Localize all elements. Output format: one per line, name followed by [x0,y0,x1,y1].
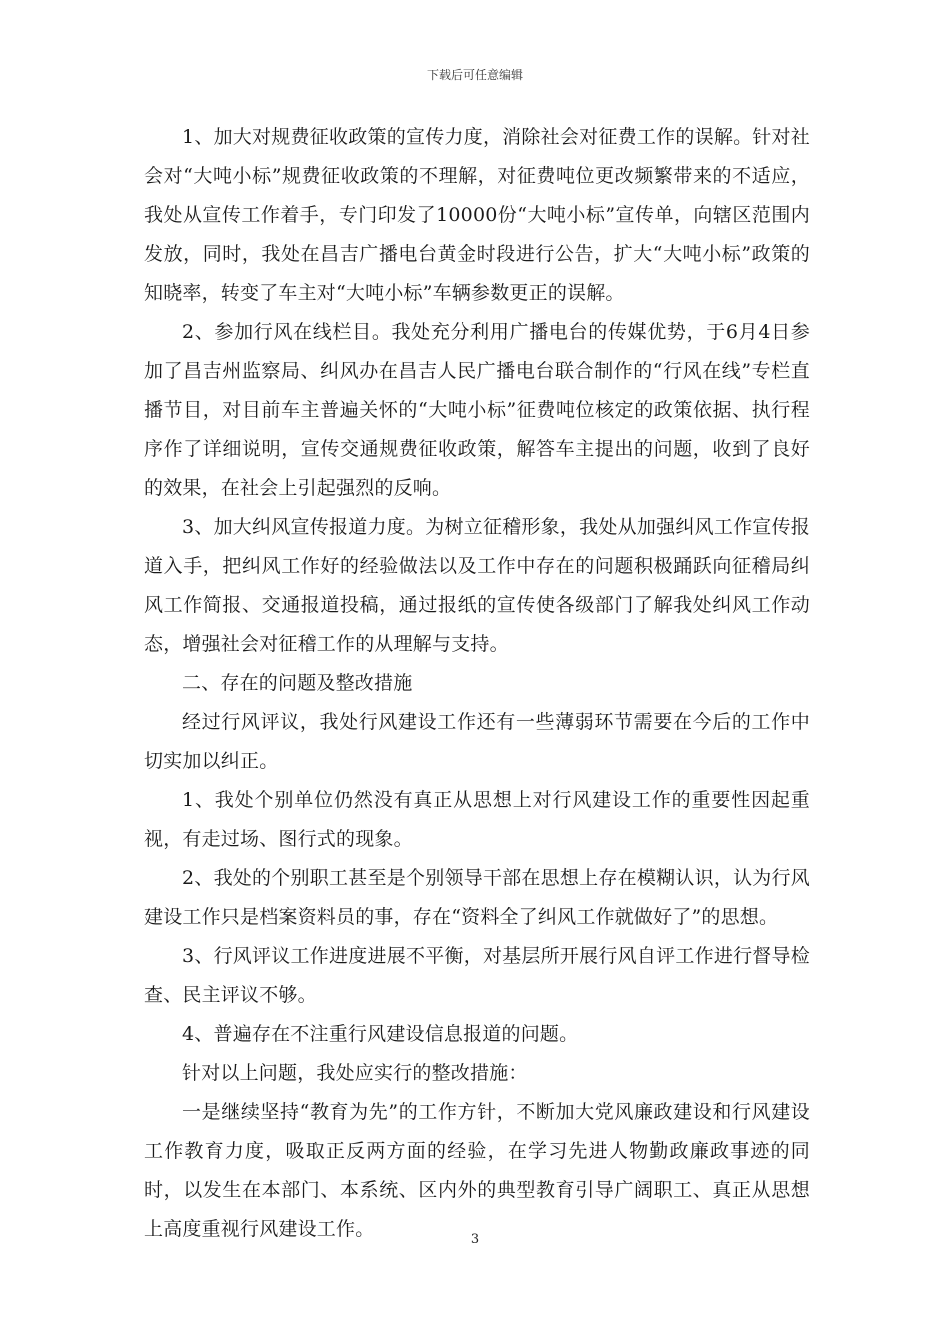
paragraph-measure-1: 一是继续坚持“教育为先”的工作方针，不断加大党风廉政建设和行风建设工作教育力度，吸取正反两方面的经验，在学习先进人物勤政廉政事迹的同时，以发生在本部门、本系统、区内外的典型教育引导广阔职工、真正从思想上高度重视行风建设工作。 [144,1101,810,1240]
paragraph-problem-4: 4、普遍存在不注重行风建设信息报道的问题。 [182,1023,579,1045]
page-number: 3 [470,1232,480,1247]
paragraph-reporting: 3、加大纠风宣传报道力度。为树立征稽形象，我处从加强纠风工作宣传报道入手，把纠风工作好的经验做法以及工作中存在的问题积极踊跃向征稽局纠风工作简报、交通报道投稿，通过报纸的宣传使各级部门了解我处纠风工作动态，增强社会对征稽工作的从理解与支持。 [144,516,810,655]
paragraph-problem-1: 1、我处个别单位仍然没有真正从思想上对行风建设工作的重要性因起重视，有走过场、图行式的现象。 [144,789,810,850]
document-body [144,118,810,1249]
paragraph-intro-problems: 经过行风评议，我处行风建设工作还有一些薄弱环节需要在今后的工作中切实加以纠正。 [144,711,810,772]
paragraph-radio-program: 2、参加行风在线栏目。我处充分利用广播电台的传媒优势，于6月4日参加了昌吉州监察局、纠风办在昌吉人民广播电台联合制作的“行风在线”专栏直播节目，对目前车主普遍关怀的“大吨小标”征费吨位核定的政策依据、执行程序作了详细说明，宣传交通规费征收政策，解答车主提出的问题，收到了良好的效果，在社会上引起强烈的反响。 [144,321,810,499]
paragraph-problem-3: 3、行风评议工作进度进展不平衡，对基层所开展行风自评工作进行督导检查、民主评议不够。 [144,945,810,1006]
paragraph-problem-2: 2、我处的个别职工甚至是个别领导干部在思想上存在模糊认识，认为行风建设工作只是档案资料员的事，存在“资料全了纠风工作就做好了”的思想。 [144,867,810,928]
paragraph-publicity: 1、加大对规费征收政策的宣传力度，消除社会对征费工作的误解。针对社会对“大吨小标”规费征收政策的不理解，对征费吨位更改频繁带来的不适应，我处从宣传工作着手，专门印发了10000份“大吨小标”宣传单，向辖区范围内发放，同时，我处在昌吉广播电台黄金时段进行公告，扩大“大吨小标”政策的知晓率，转变了车主对“大吨小标”车辆参数更正的误解。 [144,126,810,304]
paragraph-measures-intro: 针对以上问题，我处应实行的整改措施： [182,1062,528,1084]
page-header: 下载后可任意编辑 [426,68,523,82]
section-heading-problems: 二、存在的问题及整改措施 [182,672,413,694]
